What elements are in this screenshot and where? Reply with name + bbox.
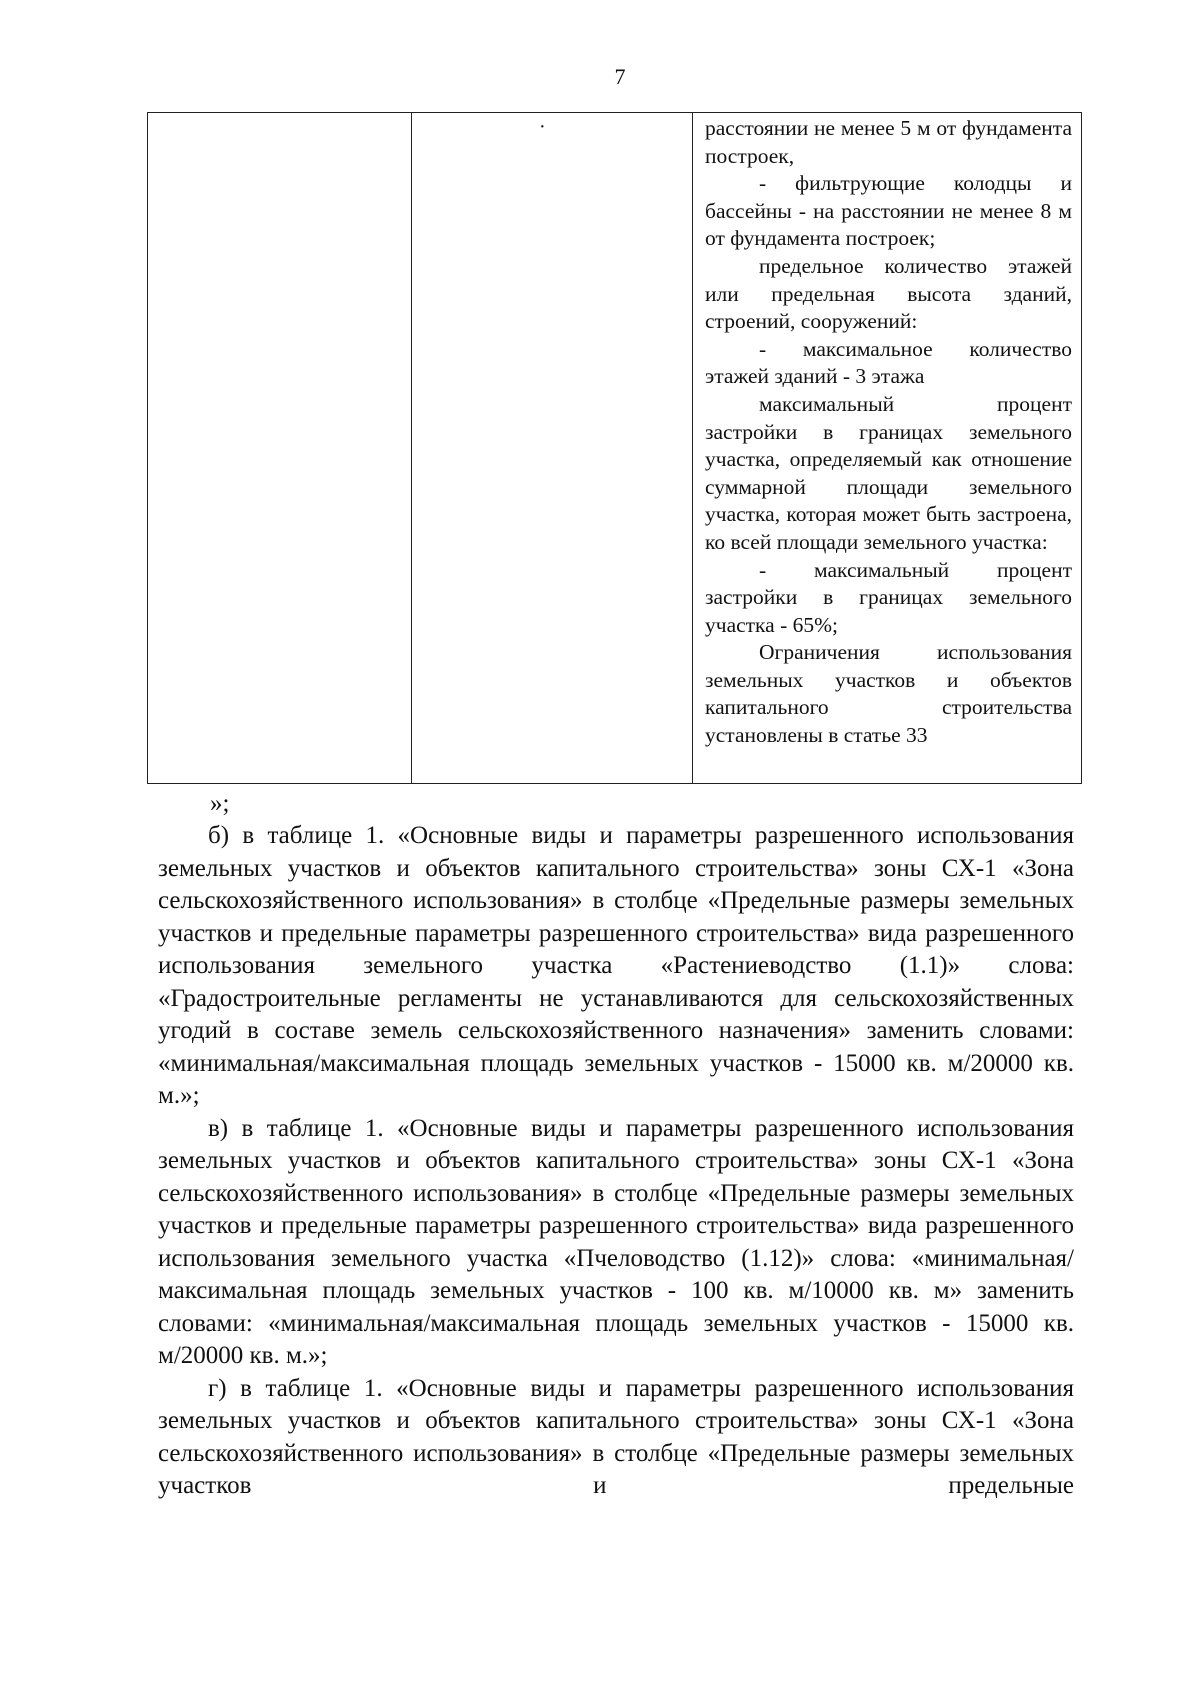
cell-paragraph: расстоянии не менее 5 м от фундамента построек,: [705, 116, 1072, 168]
amendment-paragraph-b: б) в таблице 1. «Основные виды и параметры разрешенного использования земельных участков и объектов капитального строительства» зоны СХ-1 «Зона сельскохозяйственного использования» в столбце «Предельные размеры земельных участков и предельные параметры разрешенного строительства» вида разрешенного использования земельного участка «Растениеводство (1.1)» слова: «Градостроительные регламенты не устанавливаются для сельскохозяйственных угодий в составе земель сельскохозяйственного назначения» заменить словами: «минимальная/максимальная площадь земельных участков - 15000 кв. м/20000 кв. м.»;: [158, 822, 1074, 1109]
amendment-paragraph-g: г) в таблице 1. «Основные виды и параметры разрешенного использования земельных участков и объектов капитального строительства» зоны СХ-1 «Зона сельскохозяйственного использования» в столбце «Предельные размеры земельных участков и предельные: [158, 1374, 1074, 1499]
cell-paragraph: - максимальное количество этажей зданий - 3 этажа: [705, 336, 1072, 389]
table-cell-parameters: [693, 113, 1082, 784]
amendment-paragraph-v: в) в таблице 1. «Основные виды и параметры разрешенного использования земельных участков и объектов капитального строительства» зоны СХ-1 «Зона сельскохозяйственного использования» в столбце «Предельные размеры земельных участков и предельные параметры разрешенного строительства» вида разрешенного использования земельного участка «Пчеловодство (1.12)» слова: «минимальная/максимальная площадь земельных участков - 100 кв. м/10000 кв. м» заменить словами: «минимальная/максимальная площадь земельных участков - 15000 кв. м/20000 кв. м.»;: [158, 1114, 1074, 1369]
cell-paragraph: Ограничения использования земельных участков и объектов капитального строительства установлены в статье 33: [705, 640, 1072, 748]
cell-paragraph: максимальный процент застройки в границах земельного участка, определяемый как отношение суммарной площади земельного участка, которая может быть застроена, ко всей площади земельного участка:: [705, 391, 1072, 554]
stray-mark: ·: [539, 116, 546, 138]
cell-paragraph: - фильтрующие колодцы и бассейны - на расстоянии не менее 8 м от фундамента построек;: [705, 171, 1072, 251]
closing-quote: »;: [210, 790, 230, 817]
cell-paragraph: - максимальный процент застройки в границах земельного участка - 65%;: [705, 557, 1072, 637]
document-body: [158, 820, 1074, 1503]
table-cell-empty-1: [148, 113, 412, 784]
regulations-table: [147, 112, 1082, 784]
page-number: 7: [614, 64, 626, 89]
cell-paragraph: предельное количество этажей или предельная высота зданий, строений, сооружений:: [705, 253, 1072, 334]
table-cell-empty-2: [412, 113, 693, 784]
table-row: [148, 113, 1082, 784]
